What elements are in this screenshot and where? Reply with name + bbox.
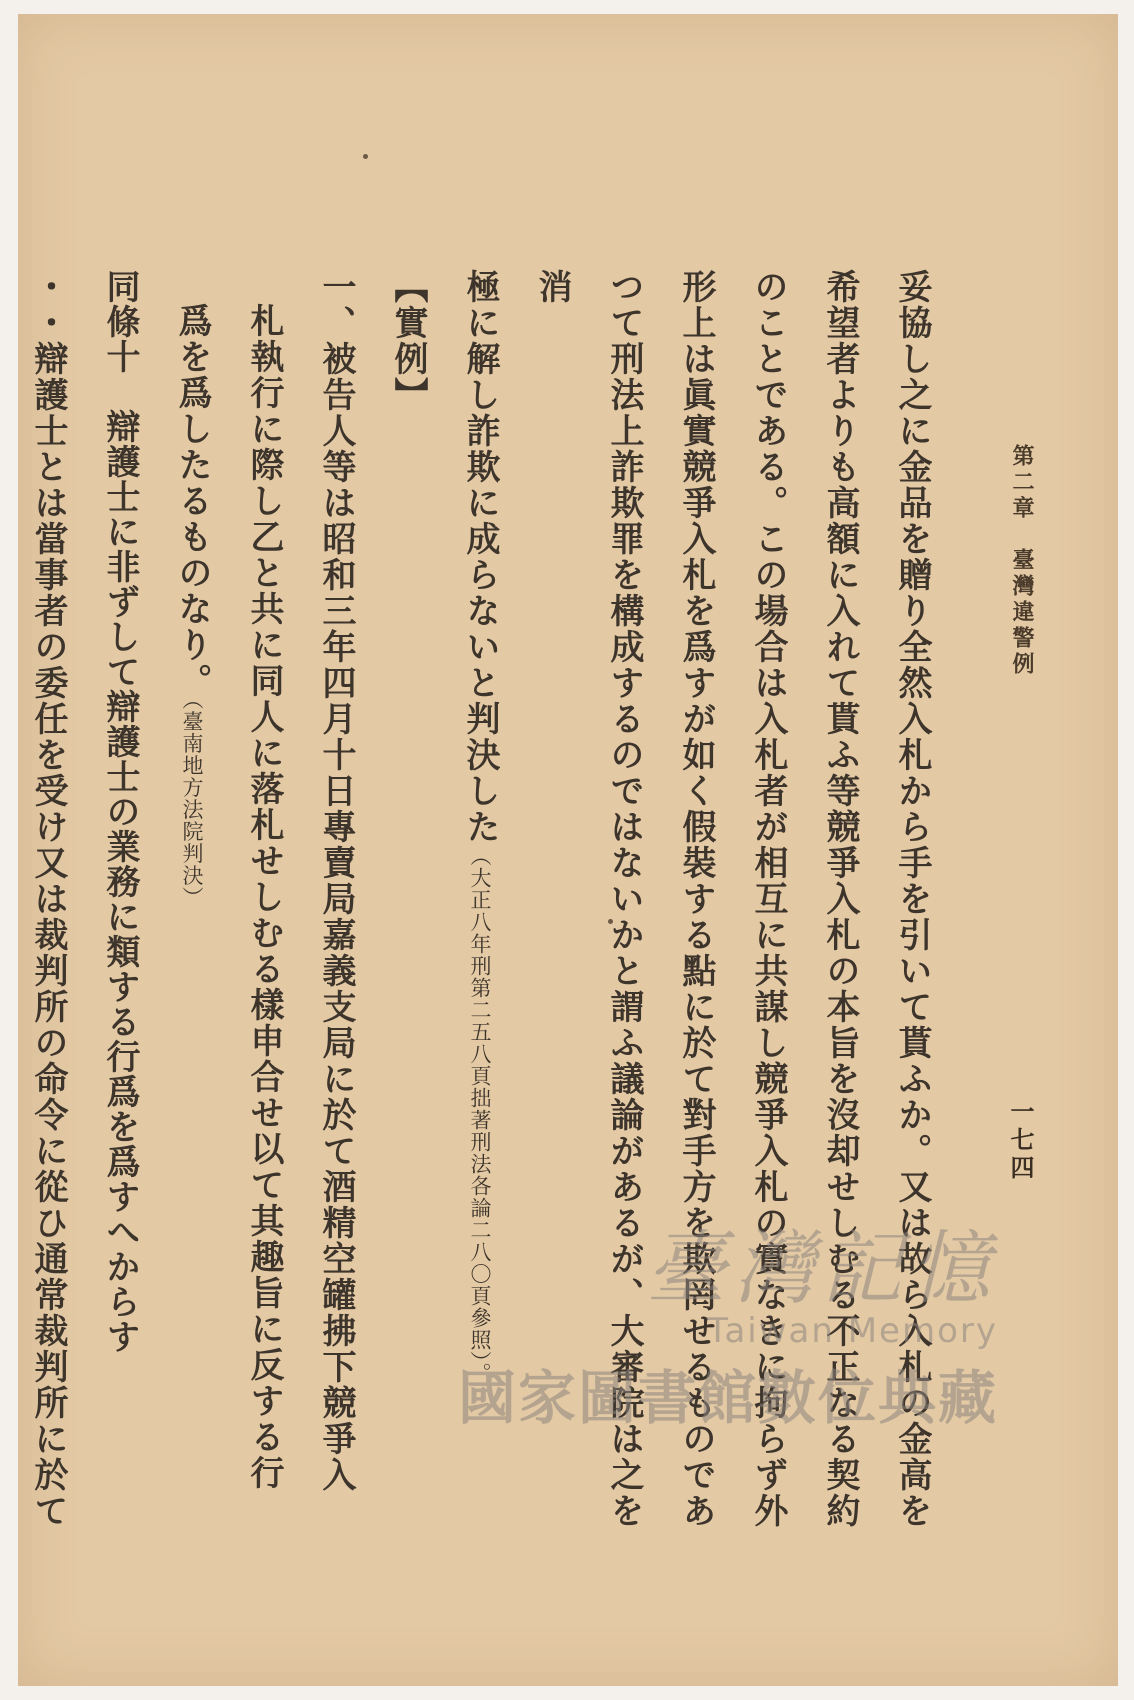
watermark-org: 國家圖書館數位典藏 <box>457 1364 998 1432</box>
watermark-chinese: 臺灣記憶 <box>646 1222 998 1315</box>
page-paper <box>18 14 1118 1686</box>
watermark-english: Taiwan Memory <box>707 1311 998 1351</box>
article-line: ・・辯護士とは當事者の委任を受け又は裁判所の命令に從ひ通常裁判所に於て <box>28 269 68 1529</box>
paper-speck <box>363 154 368 159</box>
case-line: 一、被告人等は昭和三年四月十日專賣局嘉義支局に於て酒精空罐拂下競爭入 <box>316 269 356 1493</box>
text-line: のことである。この場合は入札者が相互に共謀し競爭入札の實なきに拘らず外 <box>748 269 788 1529</box>
running-header: 第二章 臺灣違警例 <box>1009 444 1035 678</box>
text-line: 妥協し之に金品を贈り全然入札から手を引いて貰ふか。又は故ら入札の金高を <box>892 269 932 1529</box>
case-line <box>156 269 228 1529</box>
case-line: 札執行に際し乙と共に同人に落札せしむる樣申合せ以て其趣旨に反する行 <box>244 303 284 1491</box>
jitsurei-heading: 【實例】 <box>388 269 428 413</box>
case-line-main: 爲を爲したるものなり。 <box>172 303 212 699</box>
text-line: つて刑法上詐欺罪を構成するのではないかと謂ふ議論があるが、大審院は之を消 <box>532 269 644 1529</box>
text-line: 形上は眞實競爭入札を爲すが如く假裝する點に於て對手方を欺罔せるものであ <box>676 269 716 1529</box>
article-title: 同條十 辯護士に非ずして辯護士の業務に類する行爲を爲すへからす <box>100 269 140 1354</box>
citation-note: （大正八年刑第二五八頁拙著刑法各論二八〇頁參照）。 <box>468 845 492 1385</box>
watermark <box>458 1204 998 1435</box>
page-number: 一七四 <box>1006 1099 1035 1183</box>
text-line: 希望者よりも高額に入れて貰ふ等競爭入札の本旨を沒却せしむる不正なる契約 <box>820 269 860 1529</box>
text-line-main: 極に解し詐欺に成らないと判決した <box>460 269 500 845</box>
court-note: （臺南地方法院判決） <box>180 699 204 909</box>
